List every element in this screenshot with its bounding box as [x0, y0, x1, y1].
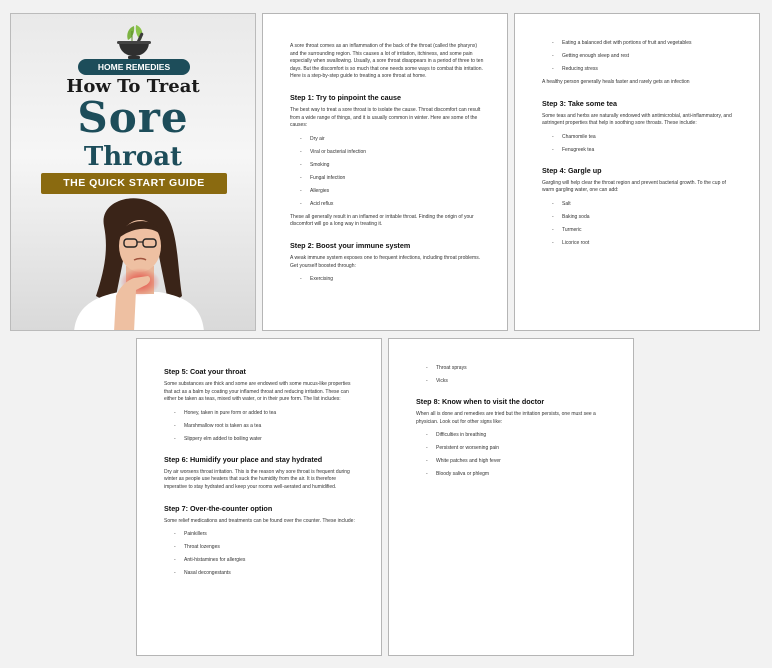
cover-title-line1: How To Treat: [66, 76, 200, 97]
list-item: - Persistent or worsening pain: [426, 445, 611, 452]
cover-title-throat: Throat: [83, 142, 183, 172]
list-item: - Acid reflux: [300, 201, 485, 208]
step8-paragraph: When all is done and remedies are tried but the irritation persists, one must see a physician. Look out for other signs like:: [416, 411, 596, 425]
step5-heading: Step 5: Coat your throat: [164, 367, 246, 376]
list-item: - Slippery elm added to boiling water: [174, 436, 359, 443]
step4-paragraph: Gargling will help clear the throat region and prevent bacterial growth. To the cup of warm gargling water, one can add:: [542, 179, 726, 194]
immune-list-continued: [542, 40, 737, 73]
document-page-2[interactable]: [262, 13, 508, 331]
step6-paragraph: Dry air worsens throat irritation. This is the reason why sore throat is frequent during winter as people use heaters that suck the humidity from the air. It is therefore imperative to stay hydrated and keep your rooms well-aerated and humidified.: [164, 468, 350, 490]
step7-heading: Step 7: Over-the-counter option: [164, 503, 273, 513]
step6-heading: Step 6: Humidify your place and stay hydrated: [164, 454, 323, 464]
cover-badge: HOME REMEDIES: [78, 59, 190, 75]
list-item: - Baking soda: [552, 214, 737, 221]
list-item: - Salt: [552, 201, 737, 208]
step1-after-paragraph: These all generally result in an inflamed or irritable throat. Finding the origin of your discomfort will go a long way in treating it.: [290, 213, 474, 228]
step8-heading: Step 8: Know when to visit the doctor: [416, 397, 545, 406]
step7-paragraph: Some relief medications and treatments can be found over the counter. These include:: [164, 517, 355, 524]
step3-heading: Step 3: Take some tea: [542, 98, 617, 108]
list-item: - Vicks: [426, 378, 611, 385]
list-item: - Nasal decongestants: [174, 570, 359, 577]
list-item: - Anti-histamines for allergies: [174, 557, 359, 564]
list-item: - Honey, taken in pure form or added to tea: [174, 410, 359, 417]
list-item: - Difficulties in breathing: [426, 432, 611, 439]
causes-list: [290, 136, 485, 208]
list-item: - Exercising: [300, 276, 485, 283]
ebook-cover-page[interactable]: [10, 13, 256, 331]
otc-list: [164, 531, 359, 577]
step4-heading: Step 4: Gargle up: [542, 165, 602, 175]
list-item: - Eating a balanced diet with portions of fruit and vegetables: [552, 40, 737, 47]
healthy-paragraph: A healthy person generally heals faster and rarely gets an infection: [542, 79, 690, 85]
list-item: - Viral or bacterial infection: [300, 149, 485, 156]
cover-title-sore: Sore: [77, 93, 189, 142]
mortar-pestle-icon: [114, 22, 154, 60]
list-item: - Fenugreek tea: [552, 147, 737, 154]
list-item: - Bloody saliva or phlegm: [426, 471, 611, 478]
cover-artwork: [11, 14, 255, 330]
woman-sore-throat-illustration: [64, 196, 214, 331]
step5-paragraph: Some substances are thick and some are endowed with some mucus-like properties that act as a balm by coating your inflamed throat and reducing irritation. These can either be taken as teas, mixed with water, or in their pure form. The list includes:: [164, 381, 351, 403]
otc-list-continued: [416, 365, 611, 385]
tea-list: [542, 134, 737, 154]
step2-paragraph: A weak immune system exposes one to frequent infections, including throat problems. Get yourself boosted through:: [290, 254, 481, 269]
list-item: - Fungal infection: [300, 175, 485, 182]
coat-list: [164, 410, 359, 443]
list-item: - Throat sprays: [426, 365, 611, 372]
list-item: - Smoking: [300, 162, 485, 169]
list-item: - Allergies: [300, 188, 485, 195]
doctor-signs-list: [416, 432, 611, 478]
step2-heading: Step 2: Boost your immune system: [290, 240, 411, 250]
step3-paragraph: Some teas and herbs are naturally endowed with antimicrobial, anti-inflammatory, and astringent properties that help in soothing sore throats. These include:: [542, 112, 732, 127]
list-item: - Dry air: [300, 136, 485, 143]
list-item: - Licorice root: [552, 240, 737, 247]
document-page-5[interactable]: [388, 338, 634, 656]
cover-subtitle: THE QUICK START GUIDE: [41, 173, 227, 194]
list-item: - Chamomile tea: [552, 134, 737, 141]
list-item: - Reducing stress: [552, 66, 737, 73]
step1-heading: Step 1: Try to pinpoint the cause: [290, 92, 402, 102]
list-item: - White patches and high fever: [426, 458, 611, 465]
immune-list: [290, 276, 485, 283]
list-item: - Getting enough sleep and rest: [552, 53, 737, 60]
list-item: - Throat lozenges: [174, 544, 359, 551]
gargle-list: [542, 201, 737, 247]
list-item: - Painkillers: [174, 531, 359, 538]
list-item: - Marshmallow root is taken as a tea: [174, 423, 359, 430]
document-page-4[interactable]: [136, 338, 382, 656]
intro-paragraph: A sore throat comes as an inflammation of the back of the throat (called the pharynx) and the surrounding region. This causes a lot of irritation, itchiness, and some pain especially when swallowing. Usually, a sore throat disappears in a period of three to ten days. But the discomfort is so much that one needs some ways to combat this irritation. Here is a step-by-step guide to treating a sore throat at home.: [290, 43, 484, 80]
list-item: - Turmeric: [552, 227, 737, 234]
step1-paragraph: The best way to treat a sore throat is to isolate the cause. Throat discomfort can result from a wide range of things, and it is usually common in winter. Here are some of the causes:: [290, 106, 481, 129]
document-page-3[interactable]: [514, 13, 760, 331]
